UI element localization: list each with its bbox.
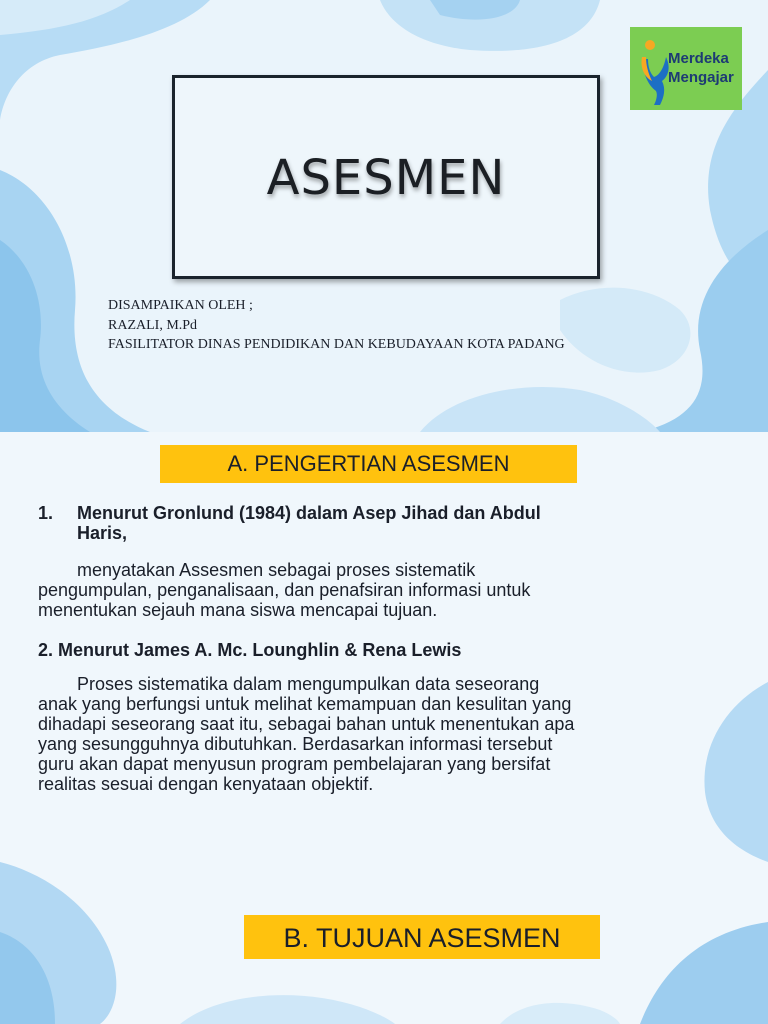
logo-text-line1: Merdeka — [668, 50, 729, 67]
item1-body-line: menentukan sejauh mana siswa mencapai tujuan. — [38, 600, 438, 620]
item2-body — [38, 674, 728, 794]
item1-body — [38, 560, 728, 620]
presenter-role: FASILITATOR DINAS PENDIDIKAN DAN KEBUDAYAAN KOTA PADANG — [108, 337, 565, 352]
item1-number: 1. — [38, 503, 54, 523]
logo-figure-icon — [636, 37, 672, 107]
presenter-line-1: DISAMPAIKAN OLEH ; — [108, 298, 253, 313]
section-a-heading: A. PENGERTIAN ASESMEN — [160, 445, 577, 483]
title-frame — [172, 75, 600, 279]
title-slide — [0, 0, 768, 432]
item2-body-line: dihadapi seseorang saat itu, sebagai bahan untuk menentukan apa — [38, 714, 575, 734]
item2-body-line: anak yang berfungsi untuk melihat kemampuan dan kesulitan yang — [38, 694, 572, 714]
logo-text-line2: Mengajar — [668, 69, 734, 86]
item1-title-line1: Menurut Gronlund (1984) dalam Asep Jihad dan Abdul — [77, 503, 541, 523]
item2-body-line: Proses sistematika dalam mengumpulkan data seseorang — [77, 674, 540, 694]
item1-title-line2: Haris, — [77, 523, 128, 543]
item2-body-line: yang sesungguhnya dibutuhkan. Berdasarkan informasi tersebut — [38, 734, 553, 754]
item1-body-line: pengumpulan, penganalisaan, dan penafsiran informasi untuk — [38, 580, 531, 600]
presenter-info — [108, 296, 565, 355]
item2-body-line: guru akan dapat menyusun program pembelajaran yang bersifat — [38, 754, 551, 774]
presenter-name: RAZALI, M.Pd — [108, 317, 198, 333]
item2-title: 2. Menurut James A. Mc. Lounghlin & Rena Lewis — [38, 640, 462, 660]
section-b-heading: B. TUJUAN ASESMEN — [244, 915, 600, 959]
merdeka-mengajar-logo — [630, 27, 742, 110]
slide-title: ASESMEN — [266, 150, 506, 206]
item1-title — [38, 503, 728, 543]
item1-body-line: menyatakan Assesmen sebagai proses sistematik — [77, 560, 476, 580]
item2-body-line: realitas sesuai dengan kenyataan objektif. — [38, 774, 374, 794]
